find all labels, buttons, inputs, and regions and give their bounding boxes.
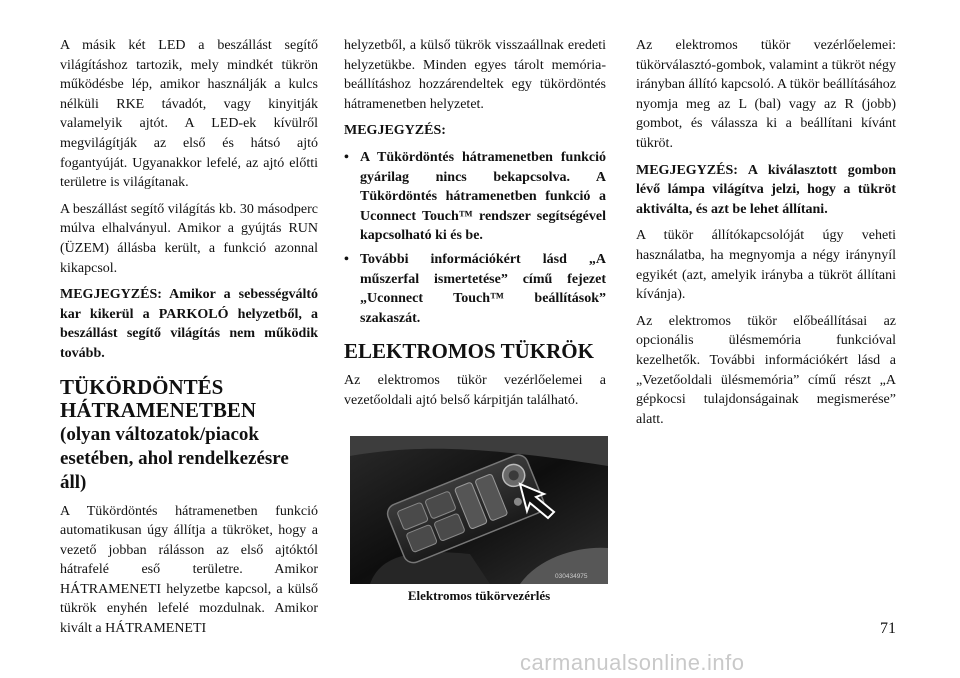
note-shift-lever: MEGJEGYZÉS: Amikor a sebességváltó kar kikerül a PARKOLÓ helyzetből, a beszállást segítő világítás nem működik tovább. [60, 287, 318, 361]
heading-reverse-tilt-sub1: (olyan változatok/piacok [60, 423, 259, 445]
page-number: 71 [880, 620, 896, 637]
left-column [60, 36, 318, 646]
paragraph-reverse-tilt: A Tükördöntés hátramenetben funkció automatikusan úgy állítja a tükröket, hogy a vezető jobban rálásson az első ajtóktól hátrafelé eső területre. Amikor HÁTRAMENETI helyzetbe kapcsol, a külső tükrök enyhén lefelé mozdulnak. Amikor kivált a HÁTRAMENETI [60, 503, 318, 637]
note-item-text: További információkért lásd „A műszerfal ismertetése” című fejezet „Uconnect Touch™ beállítások” szakaszát. [360, 251, 606, 326]
footer-watermark: carmanualsonline.info [520, 650, 745, 675]
middle-column [344, 36, 606, 418]
paragraph-memory-presets: Az elektromos tükör előbeállításai az opcionális ülésmemória funkcióval kezelhetők. További információkért lásd a „Vezetőoldali ülésmemória” című részt „A gépkocsi tulajdonságainak megismerése” alatt. [636, 313, 896, 427]
paragraph-mirror-controls: Az elektromos tükör vezérlőelemei: tükörválasztó-gombok, valamint a tükröt négy irányban állító kapcsoló. A tükör beállításához nyomja meg az L (bal) vagy az R (jobb) gombot, és válassza ki a beállítani kívánt tükröt. [636, 38, 896, 151]
paragraph-puddle-lamps: A másik két LED a beszállást segítő világításhoz tartozik, mely mindkét tükrön működésbe lép, amikor használják a kulcs nélküli RKE távadót, vagy kinyitják valamelyik ajtót. A LED-ek kívülről megvilágítják az első és hátsó ajtó fogantyúját. Ugyanakkor lefelé, az ajtó előtti területre is világítanak. [60, 38, 318, 191]
figure-code: 030434975 [555, 573, 588, 580]
bullet-icon: • [344, 149, 349, 165]
mirror-control-photo [350, 436, 608, 584]
heading-power-mirrors: ELEKTROMOS TÜKRÖK [344, 339, 594, 364]
heading-reverse-tilt-line2: HÁTRAMENETBEN [60, 397, 257, 422]
note-item [344, 148, 606, 246]
paragraph-power-mirrors: Az elektromos tükör vezérlőelemei a vezetőoldali ajtó belső kárpitján található. [344, 373, 606, 408]
right-column [636, 36, 896, 436]
note-item [344, 250, 606, 328]
note-item-text: A Tükördöntés hátramenetben funkció gyárilag nincs bekapcsolva. A Tükördöntés hátramenetben funkció a Uconnect Touch™ rendszer segítségével kapcsolható ki és be. [360, 149, 606, 244]
heading-reverse-tilt-sub2: esetében, ahol rendelkezésre áll) [60, 447, 289, 493]
heading-reverse-tilt [60, 376, 318, 494]
note-list [344, 148, 606, 328]
paragraph-reverse-tilt-cont: helyzetből, a külső tükrök visszaállnak eredeti helyzetükbe. Minden egyes tárolt memória-beállításhoz hozzárendeltek egy tükördöntés hátramenetben helyzetet. [344, 38, 606, 112]
heading-reverse-tilt-line1: TÜKÖRDÖNTÉS [60, 374, 224, 399]
figure-caption: Elektromos tükörvezérlés [407, 588, 551, 603]
note-selected-button: MEGJEGYZÉS: A kiválasztott gombon lévő lámpa világítva jelzi, hogy a tükröt aktiválta, és azt be lehet állítani. [636, 162, 896, 217]
paragraph-adjust-switch: A tükör állítókapcsolóját úgy veheti használatba, ha megnyomja a négy iránynyíl egyikét (azt, amelyik irányba a tükröt állítani kívánja). [636, 228, 896, 303]
bullet-icon: • [344, 251, 349, 267]
mirror-control-illustration [350, 436, 608, 584]
paragraph-illumination-timeout: A beszállást segítő világítás kb. 30 másodperc múlva elhalványul. Amikor a gyújtás RUN (ÜZEM) állásba került, a funkció azonnal kikapcsol. [60, 201, 318, 276]
note-title: MEGJEGYZÉS: [344, 123, 446, 139]
